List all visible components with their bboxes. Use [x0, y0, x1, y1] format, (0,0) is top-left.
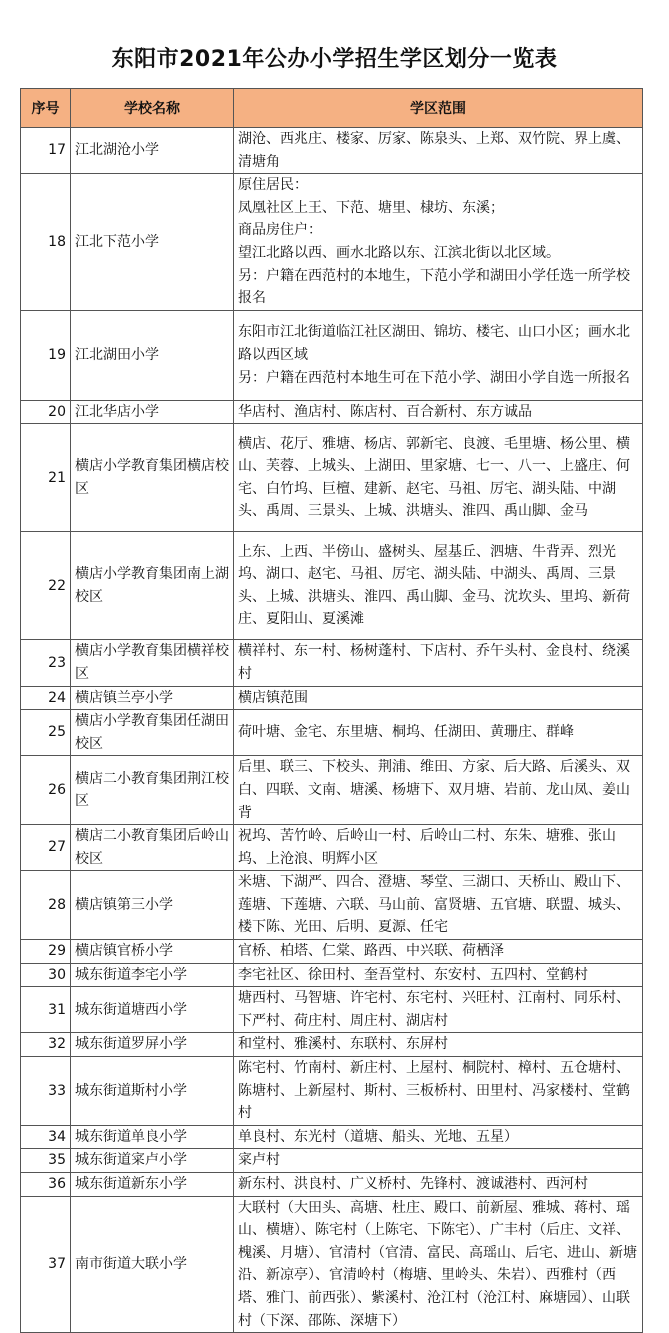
district-area: 单良村、东光村（道塘、船头、光地、五星） — [234, 1125, 643, 1149]
school-name: 城东街道塘西小学 — [71, 987, 234, 1033]
row-number: 36 — [21, 1173, 71, 1197]
district-area: 横店镇范围 — [234, 686, 643, 710]
header-district-area: 学区范围 — [234, 89, 643, 128]
page-title: 东阳市2021年公办小学招生学区划分一览表 — [111, 47, 558, 72]
row-number: 19 — [21, 310, 71, 400]
table-row — [21, 1149, 643, 1173]
school-name: 城东街道单良小学 — [71, 1125, 234, 1149]
row-number: 18 — [21, 174, 71, 311]
district-area: 湖沧、西兆庄、楼家、厉家、陈泉头、上郑、双竹院、界上虞、清塘角 — [234, 128, 643, 174]
school-name: 横店小学教育集团横祥校区 — [71, 640, 234, 686]
row-number: 23 — [21, 640, 71, 686]
district-area: 官桥、柏塔、仁棠、路西、中兴联、荷栖泽 — [234, 940, 643, 964]
row-number: 26 — [21, 756, 71, 825]
district-area: 后里、联三、下校头、荆浦、维田、方家、后大路、后溪头、双白、四联、文南、塘溪、杨塘下、双月塘、岩前、龙山凤、姜山背 — [234, 756, 643, 825]
table-row — [21, 756, 643, 825]
school-name: 城东街道罗屏小学 — [71, 1033, 234, 1057]
table-row — [21, 1196, 643, 1333]
school-name: 南市街道大联小学 — [71, 1196, 234, 1333]
school-name: 横店二小教育集团荆江校区 — [71, 756, 234, 825]
district-area: 上东、上西、半傍山、盛树头、屋基丘、泗塘、牛背弄、烈光坞、湖口、赵宅、马祖、厉宅、湖头陆、中湖头、禹周、三景头、上城、洪塘头、淮四、禹山脚、金马、沈坎头、里坞、新荷庄、夏阳山、夏溪滩 — [234, 532, 643, 640]
header-school-name: 学校名称 — [71, 89, 234, 128]
school-name: 江北华店小学 — [71, 400, 234, 424]
school-name: 横店镇第三小学 — [71, 871, 234, 940]
school-name: 横店镇官桥小学 — [71, 940, 234, 964]
row-number: 20 — [21, 400, 71, 424]
row-number: 25 — [21, 710, 71, 756]
school-name: 江北湖田小学 — [71, 310, 234, 400]
district-area: 陈宅村、竹南村、新庄村、上屋村、桐院村、樟村、五仓塘村、陈塘村、上新屋村、斯村、三板桥村、田里村、冯家楼村、堂鹤村 — [234, 1057, 643, 1126]
district-area: 李宅社区、徐田村、奎吾堂村、东安村、五四村、堂鹤村 — [234, 963, 643, 987]
district-area: 大联村（大田头、高塘、杜庄、殿口、前新屋、雅城、蒋村、瑶山、横塘）、陈宅村（上陈宅、下陈宅）、广丰村（后庄、文祥、槐溪、月塘）、官清村（官清、富民、高瑶山、后宅、进山、新塘沿、新凉亭）、官清岭村（梅塘、里岭头、朱岩）、西雅村（西塔、雅门、前西张）、紫溪村、沧江村（沧江村、麻塘园）、山联村（下深、邵陈、深塘下） — [234, 1196, 643, 1333]
row-number: 28 — [21, 871, 71, 940]
district-area: 新东村、洪良村、广义桥村、先锋村、渡诚港村、西河村 — [234, 1173, 643, 1197]
row-number: 35 — [21, 1149, 71, 1173]
district-area: 荷叶塘、金宅、东里塘、桐坞、任湖田、黄珊庄、群峰 — [234, 710, 643, 756]
table-row — [21, 871, 643, 940]
table-row — [21, 1125, 643, 1149]
table-row — [21, 1057, 643, 1126]
school-name: 江北湖沧小学 — [71, 128, 234, 174]
table-row — [21, 128, 643, 174]
table-row — [21, 987, 643, 1033]
row-number: 31 — [21, 987, 71, 1033]
school-name: 城东街道新东小学 — [71, 1173, 234, 1197]
school-name: 城东街道寀卢小学 — [71, 1149, 234, 1173]
table-header-row — [21, 89, 643, 128]
table-row — [21, 1033, 643, 1057]
table-row — [21, 532, 643, 640]
district-area: 华店村、渔店村、陈店村、百合新村、东方诚品 — [234, 400, 643, 424]
district-area: 原住居民： 凤凰社区上王、下范、塘里、棣坊、东溪； 商品房住户： 望江北路以西、画水北路以东、江滨北街以北区域。 另：户籍在西范村的本地生，下范小学和湖田小学任选一所学校报名 — [234, 174, 643, 311]
row-number: 37 — [21, 1196, 71, 1333]
table-row — [21, 940, 643, 964]
school-name: 城东街道李宅小学 — [71, 963, 234, 987]
table-body — [21, 128, 643, 1333]
school-name: 横店小学教育集团南上湖校区 — [71, 532, 234, 640]
row-number: 22 — [21, 532, 71, 640]
school-name: 横店镇兰亭小学 — [71, 686, 234, 710]
table-row — [21, 424, 643, 532]
district-area: 和堂村、雅溪村、东联村、东屏村 — [234, 1033, 643, 1057]
table-row — [21, 310, 643, 400]
school-name: 横店小学教育集团横店校区 — [71, 424, 234, 532]
table-row — [21, 400, 643, 424]
row-number: 27 — [21, 825, 71, 871]
row-number: 30 — [21, 963, 71, 987]
district-table — [20, 88, 643, 1333]
row-number: 33 — [21, 1057, 71, 1126]
table-row — [21, 174, 643, 311]
table-row — [21, 1173, 643, 1197]
school-name: 横店小学教育集团任湖田校区 — [71, 710, 234, 756]
row-number: 17 — [21, 128, 71, 174]
header-no: 序号 — [21, 89, 71, 128]
school-name: 横店二小教育集团后岭山校区 — [71, 825, 234, 871]
table-row — [21, 825, 643, 871]
table-row — [21, 640, 643, 686]
row-number: 29 — [21, 940, 71, 964]
row-number: 32 — [21, 1033, 71, 1057]
row-number: 21 — [21, 424, 71, 532]
table-row — [21, 710, 643, 756]
district-area: 东阳市江北街道临江社区湖田、锦坊、楼宅、山口小区；画水北路以西区域 另：户籍在西范村本地生可在下范小学、湖田小学自选一所报名 — [234, 310, 643, 400]
district-area: 横店、花厅、雅塘、杨店、郭新宅、良渡、毛里塘、杨公里、横山、芙蓉、上城头、上湖田、里家塘、七一、八一、上盛庄、何宅、白竹坞、巨檀、建新、赵宅、马祖、厉宅、湖头陆、中湖头、禹周、三景头、上城、洪塘头、淮四、禹山脚、金马 — [234, 424, 643, 532]
school-name: 江北下范小学 — [71, 174, 234, 311]
row-number: 24 — [21, 686, 71, 710]
district-area: 横祥村、东一村、杨树蓬村、下店村、乔午头村、金良村、绕溪村 — [234, 640, 643, 686]
district-area: 寀卢村 — [234, 1149, 643, 1173]
district-area: 祝坞、苦竹岭、后岭山一村、后岭山二村、东朱、塘雅、张山坞、上沧浪、明辉小区 — [234, 825, 643, 871]
district-area: 塘西村、马智塘、许宅村、东宅村、兴旺村、江南村、同乐村、下严村、荷庄村、周庄村、湖店村 — [234, 987, 643, 1033]
school-name: 城东街道斯村小学 — [71, 1057, 234, 1126]
district-area: 米塘、下湖严、四合、澄塘、琴堂、三湖口、天桥山、殿山下、莲塘、下莲塘、六联、马山前、富贤塘、五官塘、联盟、城头、楼下陈、光田、后明、夏源、任宅 — [234, 871, 643, 940]
table-row — [21, 686, 643, 710]
table-row — [21, 963, 643, 987]
row-number: 34 — [21, 1125, 71, 1149]
